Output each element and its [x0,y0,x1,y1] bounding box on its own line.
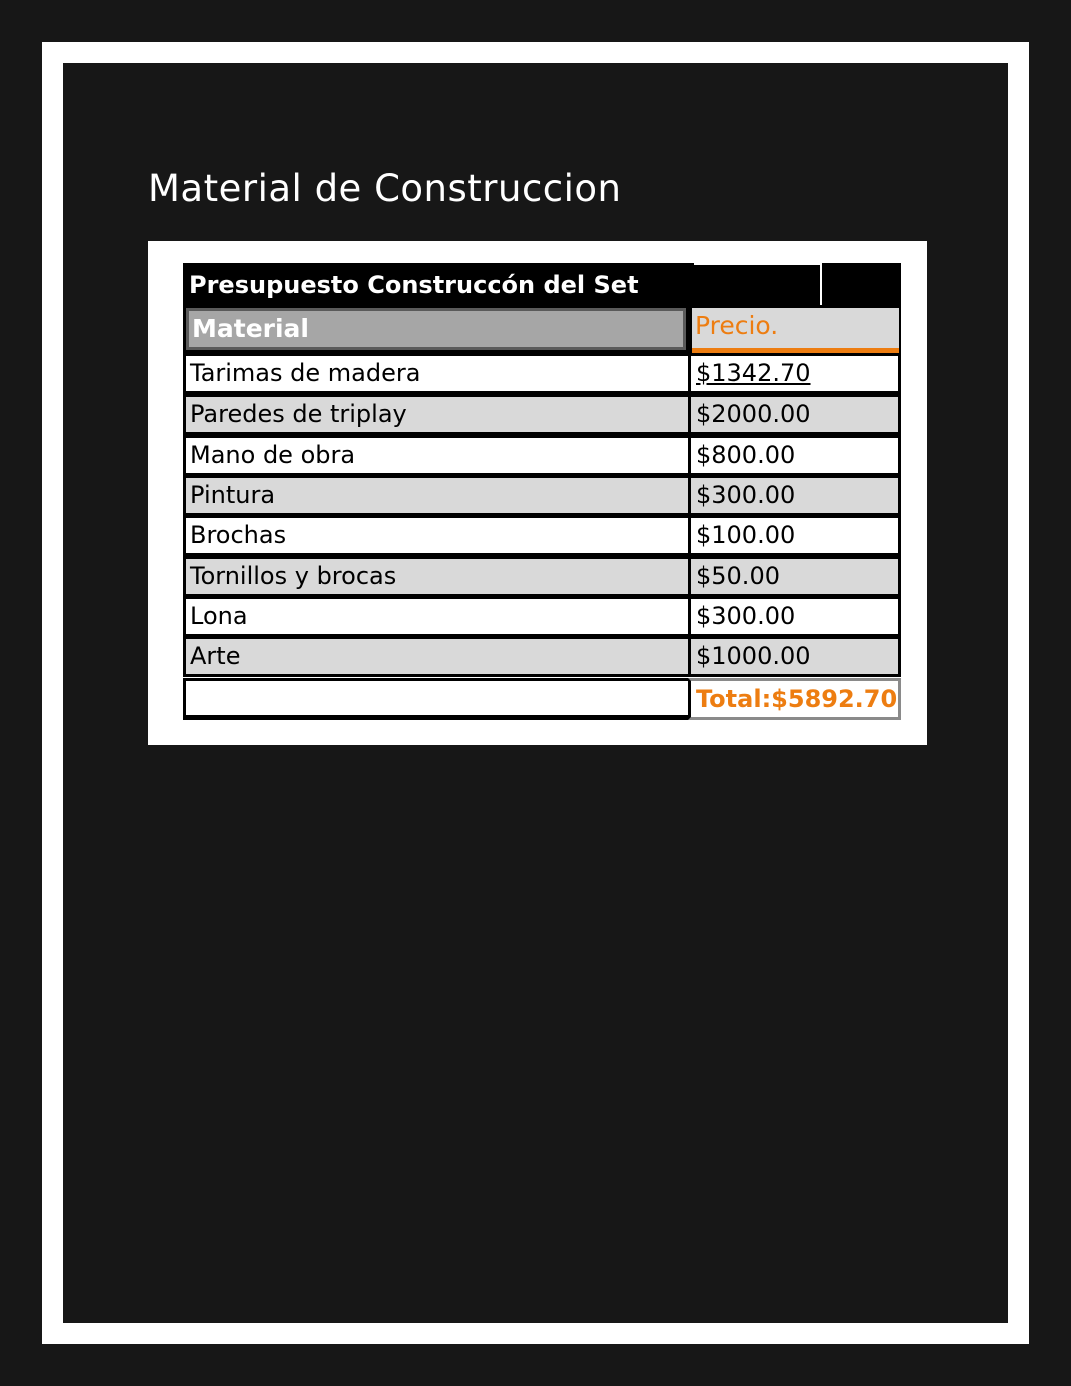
table-title: Presupuesto Construccón del Set [189,271,639,299]
price-cell[interactable]: $800.00 [688,435,901,476]
price-value: $1342.70 [696,359,811,387]
material-cell[interactable]: Arte [183,636,691,677]
material-cell[interactable]: Tarimas de madera [183,353,691,394]
header-material-cell[interactable] [183,305,689,353]
table-title-bar [183,263,901,305]
header-price-cell[interactable] [689,305,901,353]
total-cell[interactable]: Total:$5892.70 [688,678,901,720]
header-material-label: Material [186,308,686,350]
budget-table [183,263,901,720]
price-cell[interactable]: $300.00 [688,596,901,637]
price-cell[interactable]: $1000.00 [688,636,901,677]
material-cell[interactable]: Mano de obra [183,435,691,476]
price-cell[interactable]: $100.00 [688,515,901,556]
price-cell[interactable]: $50.00 [688,556,901,597]
price-cell[interactable]: $300.00 [688,475,901,516]
header-price-label: Precio. [692,308,899,353]
material-cell[interactable]: Brochas [183,515,691,556]
material-cell[interactable]: Tornillos y brocas [183,556,691,597]
material-cell[interactable]: Pintura [183,475,691,516]
document-title: Material de Construccion [148,167,622,210]
total-row-empty-cell[interactable] [183,678,691,720]
spreadsheet-snapshot [148,241,927,745]
price-cell[interactable] [688,353,901,394]
selected-cell-outline [694,263,822,305]
price-cell[interactable]: $2000.00 [688,394,901,435]
material-cell[interactable]: Paredes de triplay [183,394,691,435]
material-cell[interactable]: Lona [183,596,691,637]
